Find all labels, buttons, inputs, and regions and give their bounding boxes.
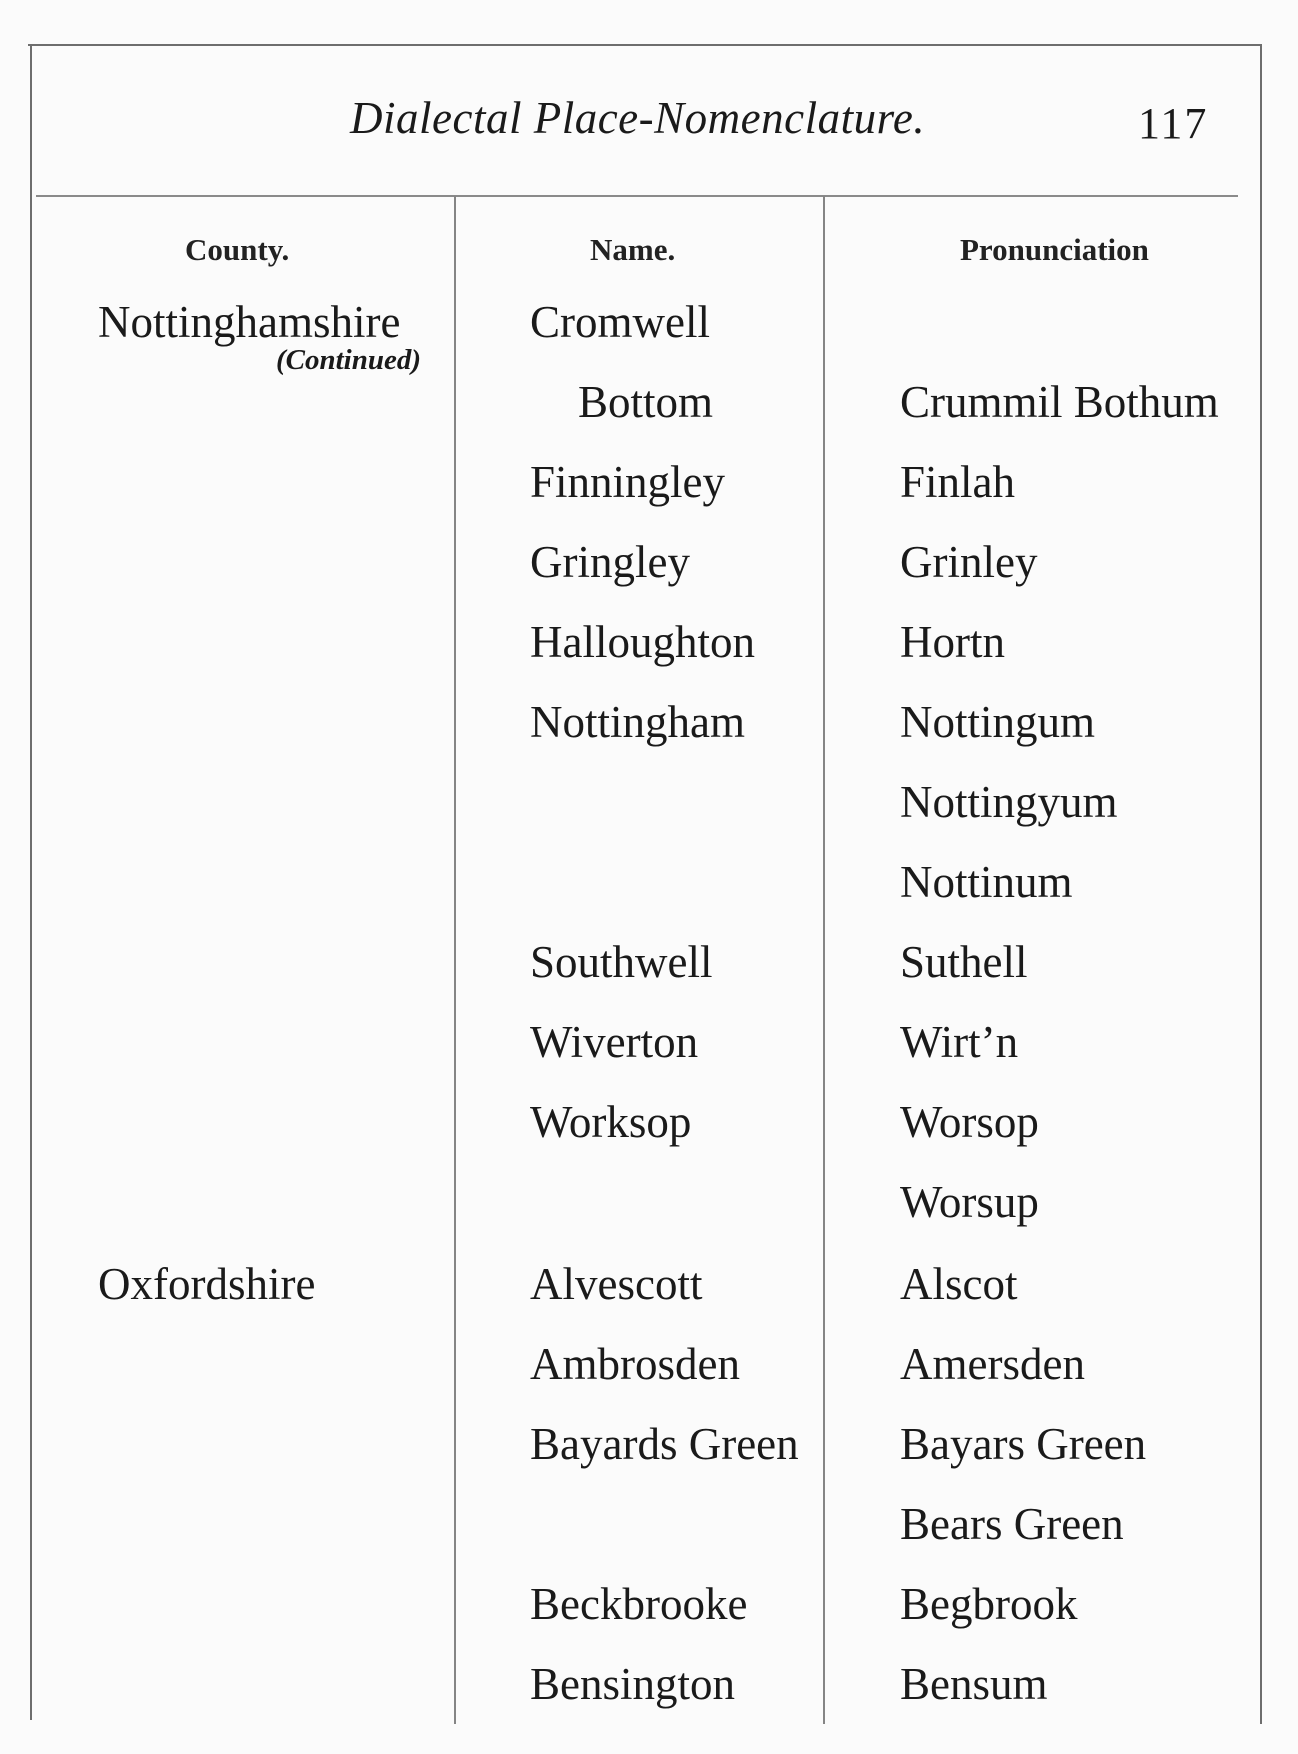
place-name: Alvescott <box>530 1259 703 1309</box>
place-name: Southwell <box>530 937 713 987</box>
right-border <box>1260 44 1262 1724</box>
place-name: Gringley <box>530 537 690 587</box>
place-name: Bayards Green <box>530 1419 799 1469</box>
column-header-name: Name. <box>590 232 676 267</box>
place-name: Beckbrooke <box>530 1579 748 1629</box>
place-name: Cromwell <box>530 297 710 347</box>
column-divider-county-name <box>454 196 456 1724</box>
left-border <box>30 44 32 1720</box>
county-continued-note: (Continued) <box>276 344 422 376</box>
place-name: Halloughton <box>530 617 755 667</box>
place-name: Wiverton <box>530 1017 699 1067</box>
pronunciation: Amersden <box>900 1339 1085 1389</box>
pronunciation: Bears Green <box>900 1499 1124 1549</box>
place-name: Bottom <box>578 377 714 427</box>
column-header-pronunciation: Pronunciation <box>960 232 1149 267</box>
pronunciation: Wirt’n <box>900 1017 1019 1067</box>
pronunciation: Hortn <box>900 617 1005 667</box>
county-oxfordshire: Oxfordshire <box>98 1259 316 1309</box>
county-nottinghamshire: Nottinghamshire <box>98 297 401 347</box>
pronunciation: Begbrook <box>900 1579 1078 1629</box>
pronunciation: Alscot <box>900 1259 1018 1309</box>
pronunciation: Worsop <box>900 1097 1039 1147</box>
running-title: Dialectal Place-Nomenclature. <box>350 93 926 143</box>
place-name: Ambrosden <box>530 1339 740 1389</box>
pronunciation: Worsup <box>900 1177 1039 1227</box>
pronunciation: Suthell <box>900 937 1028 987</box>
pronunciation: Nottingyum <box>900 777 1118 827</box>
pronunciation: Grinley <box>900 537 1038 587</box>
pronunciation: Bayars Green <box>900 1419 1147 1469</box>
place-name: Nottingham <box>530 697 745 747</box>
pronunciation: Nottinum <box>900 857 1073 907</box>
pronunciation: Nottingum <box>900 697 1096 747</box>
column-header-county: County. <box>185 232 290 267</box>
pronunciation: Bensum <box>900 1659 1048 1709</box>
header-rule <box>36 195 1238 197</box>
pronunciation: Finlah <box>900 457 1016 507</box>
place-name: Bensington <box>530 1659 736 1709</box>
page-number: 117 <box>1138 99 1209 148</box>
pronunciation: Crummil Bothum <box>900 377 1219 427</box>
column-divider-name-pronunciation <box>823 196 825 1724</box>
place-name: Worksop <box>530 1097 692 1147</box>
top-rule <box>28 44 1262 46</box>
place-name: Finningley <box>530 457 726 507</box>
